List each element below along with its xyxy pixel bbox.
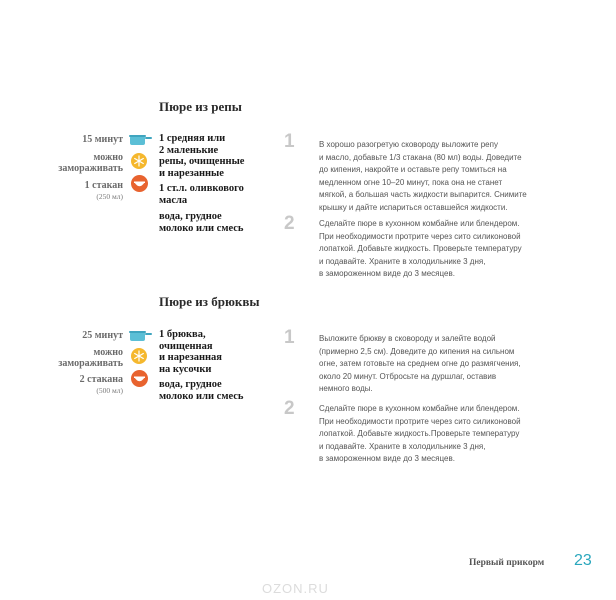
yield-volume: (250 мл) xyxy=(96,192,123,201)
step-number: 1 xyxy=(284,131,295,152)
step-text: Сделайте пюре в кухонном комбайне или блендером. При необходимости протрите через сито силиконовой лопаткой. Добавьте жидкость. Проверьте температуру и подавайте. Храните в холодильнике 3 дня, в замороженном виде до 3 месяцев. xyxy=(319,219,522,278)
ingredient-item: вода, грудное молоко или смесь xyxy=(159,211,244,234)
step-text: Сделайте пюре в кухонном комбайне или блендером. При необходимости протрите через сито силиконовой лопаткой. Добавьте жидкость.Проверьте температуру и подавайте. Храните в холодильнике 3 дня, в замороженном виде до 3 месяцев. xyxy=(319,404,521,463)
page-number: 23 xyxy=(574,552,592,569)
pot-icon xyxy=(128,132,152,146)
freeze-label: можно замораживать xyxy=(58,347,123,369)
step-text: Выложите брюкву в сковороду и залейте водой (примерно 2,5 см). Доведите до кипения на сильном огне, затем готовьте на среднем огне до размягчения, около 20 минут. Отбросьте на дуршлаг, оставив немного воды. xyxy=(319,334,521,393)
ingredient-item: 1 средняя или 2 маленькие репы, очищенные и нарезанные xyxy=(159,133,245,179)
recipe-title: Пюре из репы xyxy=(159,99,242,114)
ingredient-item: 1 ст.л. оливкового масла xyxy=(159,183,244,206)
step-number: 2 xyxy=(284,398,295,419)
freeze-label: можно замораживать xyxy=(58,152,123,174)
bowl-icon xyxy=(131,370,148,387)
section-label: Первый прикорм xyxy=(469,558,545,568)
pot-icon xyxy=(128,328,152,342)
step-number: 1 xyxy=(284,327,295,348)
bowl-icon xyxy=(131,175,148,192)
snowflake-icon xyxy=(131,153,147,169)
yield-label: 1 стакан xyxy=(84,180,123,191)
ingredient-item: вода, грудное молоко или смесь xyxy=(159,379,244,402)
snowflake-icon xyxy=(131,348,147,364)
prep-time: 25 минут xyxy=(82,330,123,341)
recipe-title: Пюре из брюквы xyxy=(159,294,260,309)
yield-label: 2 стакана xyxy=(79,374,123,385)
watermark-logo: OZON.RU xyxy=(262,581,329,596)
yield-volume: (500 мл) xyxy=(96,386,123,395)
step-text: В хорошо разогретую сковороду выложите репу и масло, добавьте 1/3 стакана (80 мл) воды. Доведите до кипения, накройте и оставьте репу томиться на медленном огне 10–20 минут, пока она не станет мягкой, а большая часть жидкости выпарится. Снимите крышку и дайте испариться оставшейся жидкости. xyxy=(319,140,527,212)
ingredient-item: 1 брюква, очищенная и нарезанная на кусочки xyxy=(159,329,222,375)
prep-time: 15 минут xyxy=(82,134,123,145)
step-number: 2 xyxy=(284,213,295,234)
